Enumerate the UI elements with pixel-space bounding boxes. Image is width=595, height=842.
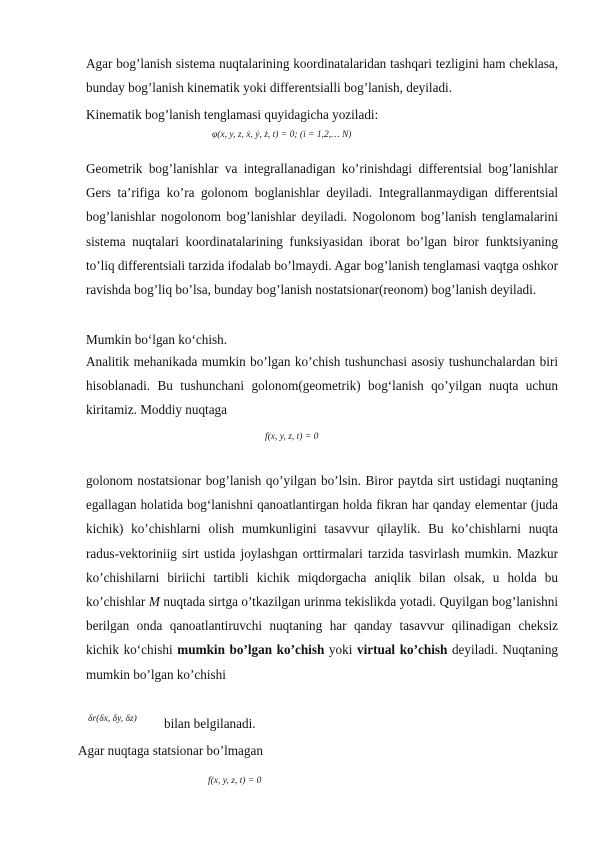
heading-possible-displacement: Mumkin bo‘lgan ko‘chish. bbox=[86, 332, 228, 347]
formula-kinematic-constraint: φ(x, y, z, ẋ, ẏ, ż, t) = 0; (i = 1,2,… N) bbox=[212, 130, 352, 140]
paragraph-kinematic-definition: Agar bog’lanish sistema nuqtalarining koordinatalaridan tashqari tezligini ham cheklasa, bunday bog’lanish kinematik yoki differentsialli bog’lanish, deyiladi. bbox=[86, 56, 558, 96]
paragraph-nonstationary-intro: Agar nuqtaga statsionar bo’lmagan bbox=[78, 743, 263, 758]
paragraph-holonomic-definitions: Geometrik bog’lanishlar va integrallanadigan ko’rinishdagi differentsial bog’lanishlar Gers ta’rifiga ko’ra golonom boglanishlar deyiladi. Integrallanmaydigan differentsial bog’lanishlar nogolonom bog’lanishlar deyiladi. Nogolonom bog’lanish tenglamalarini sistema nuqtalari koordinatalarining funksiyasidan iborat bo’lgan biror funktsiyaning to’liq differentsiali tarzida ifodalab bo’lmaydi. Agar bog’lanish tenglamasi vaqtga oshkor ravishda bog’liq bo’lsa, bunday bog’lanish nostatsionar(reonom) bog’lanish deyiladi. bbox=[86, 161, 558, 298]
formula-delta-r: δr(δx, δy, δz) bbox=[88, 714, 137, 724]
paragraph-possible-displacement-intro: Analitik mehanikada mumkin bo’lgan ko’chish tushunchasi asosiy tushunchalardan biri hisoblanadi. Bu tushunchani golonom(geometrik) bog‘lanish qo’yilgan nuqta uchun kiritamiz. Moddiy nuqtaga bbox=[86, 354, 558, 418]
virtual-text-part1: golonom nostatsionar bog’lanish qo’yilgan bo’lsin. Biror paytda sirt ustidagi nuqtaning egallagan holatida bog‘lanishni qanoatlantirgan holda fikran har qanday elementar (juda kichik) ko’chishlarni olish mumkunligini tasavvur qilaylik. Bu ko’chishlarni nuqta radus-vektoriniig sirt ustida joylashgan orttirmalari tarzida tasvirlash mumkin. Mazkur ko’chishilarni biriichi tartibli kichik miqdorgacha aniqlik bilan olsak, u holda bu ko’chishlar bbox=[86, 473, 558, 610]
text-denoted-by: bilan belgilanadi. bbox=[164, 716, 256, 731]
paragraph-virtual-displacement bbox=[86, 469, 558, 687]
formula-nonstationary-constraint: f(x, y, z, t) = 0 bbox=[208, 776, 262, 786]
paragraph-kinematic-equation-intro: Kinematik bog’lanish tenglamasi quyidagicha yoziladi: bbox=[86, 107, 379, 122]
term-possible-displacement: mumkin bo’lgan ko’chish bbox=[177, 642, 325, 658]
term-virtual-displacement: virtual ko’chish bbox=[356, 642, 448, 658]
formula-holonomic-constraint: f(x, y, z, t) = 0 bbox=[265, 432, 319, 442]
virtual-text-part3: yoki bbox=[324, 642, 357, 658]
point-m-symbol: M bbox=[148, 594, 160, 610]
virtual-text-part4: deyiladi. Nuqtaning mumkin bo’lgan ko’chishi bbox=[86, 642, 559, 682]
virtual-text-part2: nuqtada sirtga o’tkazilgan urinma tekislikda yotadi. Quyilgan bog’lanishni berilgan onda qanoatlantiruvchi nuqtaning har qanday tasavvur qilinadigan cheksiz kichik ko‘chishi bbox=[86, 594, 558, 658]
